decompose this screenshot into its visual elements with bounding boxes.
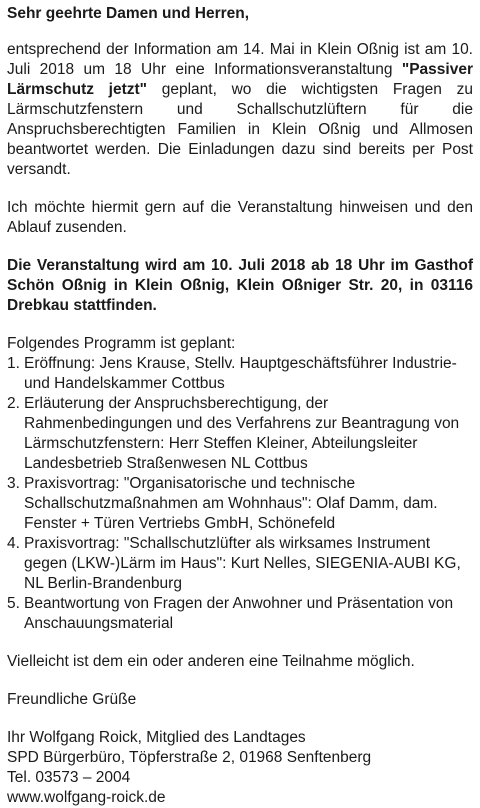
signature-block: [7, 728, 473, 808]
intro-text-end: geplant, wo die wichtigsten Fragen zu Lärmschutzfenstern und Schallschutzlüftern für die Anspruchsberechtigten Familien in Klein Oßnig und Allmosen beantwortet werden. Die Einladungen dazu sind bereits per Post versandt.: [7, 81, 473, 178]
program-section: [7, 334, 473, 634]
program-item-number: 3.: [7, 475, 20, 492]
letter-page: [7, 4, 473, 808]
program-item-text: Eröffnung: Jens Krause, Stellv. Hauptgeschäftsführer Industrie- und Handelskammer Cottbus: [24, 355, 457, 392]
program-item-number: 4.: [7, 535, 20, 552]
program-list: [7, 354, 473, 634]
notice-paragraph: Ich möchte hiermit gern auf die Veranstaltung hinweisen und den Ablauf zusenden.: [7, 199, 473, 236]
intro-paragraph: [7, 40, 473, 180]
greeting: Sehr geehrte Damen und Herren,: [7, 5, 250, 22]
program-heading: Folgendes Programm ist geplant:: [7, 335, 236, 352]
program-item: [7, 354, 473, 394]
program-item-text: Praxisvortrag: "Organisatorische und technische Schallschutzmaßnahmen am Wohnhaus": Olaf Damm, dam. Fenster + Türen Vertriebs GmbH, Schönefeld: [24, 475, 438, 532]
regards: Freundliche Grüße: [7, 691, 137, 708]
program-item-text: Beantwortung von Fragen der Anwohner und Präsentation von Anschauungsmaterial: [24, 595, 454, 632]
signature-website: www.wolfgang-roick.de: [7, 789, 166, 806]
program-item-number: 1.: [7, 355, 20, 372]
program-item: [7, 534, 473, 594]
program-item-text: Praxisvortrag: "Schallschutzlüfter als wirksames Instrument gegen (LKW-)Lärm im Haus": Kurt Nelles, SIEGENIA-AUBI KG, NL Berlin-Brandenburg: [24, 535, 461, 592]
program-item: [7, 394, 473, 474]
signature-address: SPD Bürgerbüro, Töpferstraße 2, 01968 Senftenberg: [7, 749, 372, 766]
program-item-text: Erläuterung der Anspruchsberechtigung, der Rahmenbedingungen und des Verfahrens zur Beantragung von Lärmschutzfenstern: Herr Steffen Kleiner, Abteilungsleiter Landesbetrieb Straßenwesen NL Cottbus: [24, 395, 460, 472]
program-item-number: 5.: [7, 595, 20, 612]
program-item: [7, 594, 473, 634]
venue-paragraph: Die Veranstaltung wird am 10. Juli 2018 ab 18 Uhr im Gasthof Schön Oßnig in Klein Oßnig, Klein Oßniger Str. 20, in 03116 Drebkau stattfinden.: [7, 257, 473, 314]
program-item: [7, 474, 473, 534]
closing-line: Vielleicht ist dem ein oder anderen eine Teilnahme möglich.: [7, 653, 415, 670]
program-item-number: 2.: [7, 395, 20, 412]
signature-name: Ihr Wolfgang Roick, Mitglied des Landtages: [7, 729, 306, 746]
event-title: "Passiver Lärmschutz jetzt": [7, 61, 473, 98]
intro-text-start: entsprechend der Information am 14. Mai in Klein Oßnig ist am 10. Juli 2018 um 18 Uhr eine Informationsveranstaltung: [7, 41, 473, 78]
signature-phone: Tel. 03573 – 2004: [7, 769, 131, 786]
